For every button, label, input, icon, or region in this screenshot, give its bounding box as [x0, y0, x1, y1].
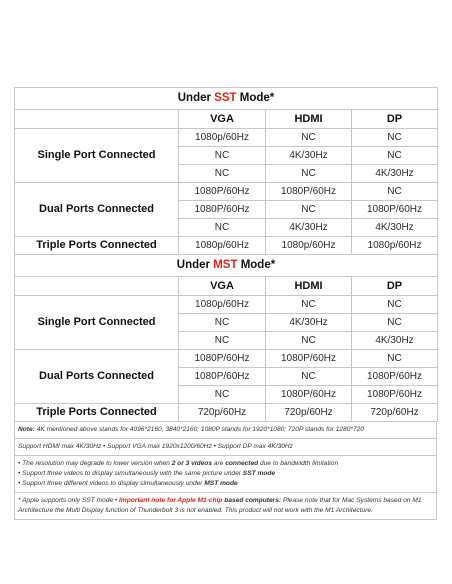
resolution-note [14, 422, 437, 439]
resolution-cell: NC [179, 147, 266, 165]
sst-row-label: Triple Ports Connected [15, 237, 179, 255]
table-row [15, 237, 438, 255]
resolution-cell: 4K/30Hz [352, 332, 438, 350]
apple-note: * Apple supports only SST mode • Important note for Apple M1-chip based computers: Please note that for Mac Systems based on M1 Architecture the Multi Display function of Thunderbolt 3 is not enabled. This product will not work with the M1 Architecture. [14, 493, 437, 520]
resolution-cell: 4K/30Hz [266, 314, 352, 332]
resolution-cell: 1080p/60Hz [266, 237, 352, 255]
table-row [15, 183, 438, 201]
resolution-cell: 1080p/60Hz [352, 237, 438, 255]
resolution-cell: NC [352, 350, 438, 368]
table-row [15, 350, 438, 368]
max-support-line: Support HDMI max 4K/30Hz • Support VGA max 1920x1200/60Hz • Support DP max 4K/30Hz [14, 439, 437, 456]
resolution-cell: 1080P/60Hz [179, 201, 266, 219]
mst-column-header: VGA [179, 277, 266, 296]
resolution-cell: NC [352, 183, 438, 201]
resolution-cell: NC [352, 129, 438, 147]
mst-row-label: Triple Ports Connected [15, 404, 179, 422]
resolution-cell: NC [266, 165, 352, 183]
mst-title-row [15, 255, 438, 277]
mst-row-label: Dual Ports Connected [15, 350, 179, 404]
mst-column-header: HDMI [266, 277, 352, 296]
resolution-cell: NC [352, 296, 438, 314]
resolution-cell: 720p/60Hz [266, 404, 352, 422]
resolution-cell: 720p/60Hz [179, 404, 266, 422]
sst-mode-label: SST [214, 92, 237, 104]
resolution-cell: NC [266, 368, 352, 386]
sst-column-header: HDMI [266, 110, 352, 129]
resolution-cell: 1080P/60Hz [179, 350, 266, 368]
notes-section [14, 422, 437, 520]
resolution-cell: 4K/30Hz [266, 219, 352, 237]
resolution-cell: NC [266, 129, 352, 147]
sst-row-label: Dual Ports Connected [15, 183, 179, 237]
resolution-cell: NC [179, 165, 266, 183]
sst-column-header: DP [352, 110, 438, 129]
bullet-bandwidth: • The resolution may degrade to lower version when 2 or 3 videos are connected due to bandwidth limitation [18, 460, 339, 467]
sst-header-row [15, 110, 438, 129]
mst-section-title: Under MST Mode* [15, 255, 438, 277]
resolution-cell: NC [179, 332, 266, 350]
note-text: 4K mentioned above stands for 4096*2160, 3840*2160; 1080P stands for 1920*1080; 720P stands for 1280*720 [34, 426, 364, 433]
resolution-cell: NC [266, 332, 352, 350]
resolution-cell: 1080P/60Hz [266, 350, 352, 368]
resolution-cell: 720p/60Hz [352, 404, 438, 422]
resolution-cell: 1080P/60Hz [266, 386, 352, 404]
sst-row-label: Single Port Connected [15, 129, 179, 183]
mst-column-header: DP [352, 277, 438, 296]
mst-row-label: Single Port Connected [15, 296, 179, 350]
bullet-sst: • Support three videos to display simultaneously with the same picture under SST mode [18, 470, 276, 477]
resolution-cell: 4K/30Hz [266, 147, 352, 165]
apple-m1-chip-text: Apple M1-chip [177, 497, 223, 504]
resolution-cell: NC [179, 314, 266, 332]
bullet-mst: • Support three different videos to display simultaneously under MST mode [18, 480, 238, 487]
mst-header-corner [15, 277, 179, 296]
resolution-cell: 1080P/60Hz [352, 368, 438, 386]
resolution-cell: 1080p/60Hz [179, 296, 266, 314]
table-row [15, 296, 438, 314]
resolution-cell: NC [352, 147, 438, 165]
compatibility-sheet [14, 87, 437, 520]
resolution-cell: 1080P/60Hz [179, 368, 266, 386]
resolution-cell: NC [179, 219, 266, 237]
resolution-cell: 1080P/60Hz [352, 201, 438, 219]
table-row [15, 404, 438, 422]
sst-section-title: Under SST Mode* [15, 88, 438, 110]
resolution-cell: 4K/30Hz [352, 165, 438, 183]
resolution-cell: 1080p/60Hz [179, 237, 266, 255]
resolution-cell: 1080P/60Hz [266, 183, 352, 201]
resolution-table [14, 87, 438, 422]
table-row [15, 129, 438, 147]
resolution-cell: 1080p/60Hz [179, 129, 266, 147]
note-label: Note: [18, 426, 35, 433]
bullet-list [14, 456, 437, 493]
resolution-cell: NC [266, 201, 352, 219]
mst-mode-label: MST [213, 259, 238, 271]
resolution-cell: NC [352, 314, 438, 332]
sst-title-row [15, 88, 438, 110]
resolution-cell: 1080P/60Hz [352, 386, 438, 404]
resolution-cell: 4K/30Hz [352, 219, 438, 237]
resolution-cell: 1080P/60Hz [179, 183, 266, 201]
resolution-cell: NC [179, 386, 266, 404]
sst-column-header: VGA [179, 110, 266, 129]
mst-header-row [15, 277, 438, 296]
resolution-cell: NC [266, 296, 352, 314]
sst-header-corner [15, 110, 179, 129]
